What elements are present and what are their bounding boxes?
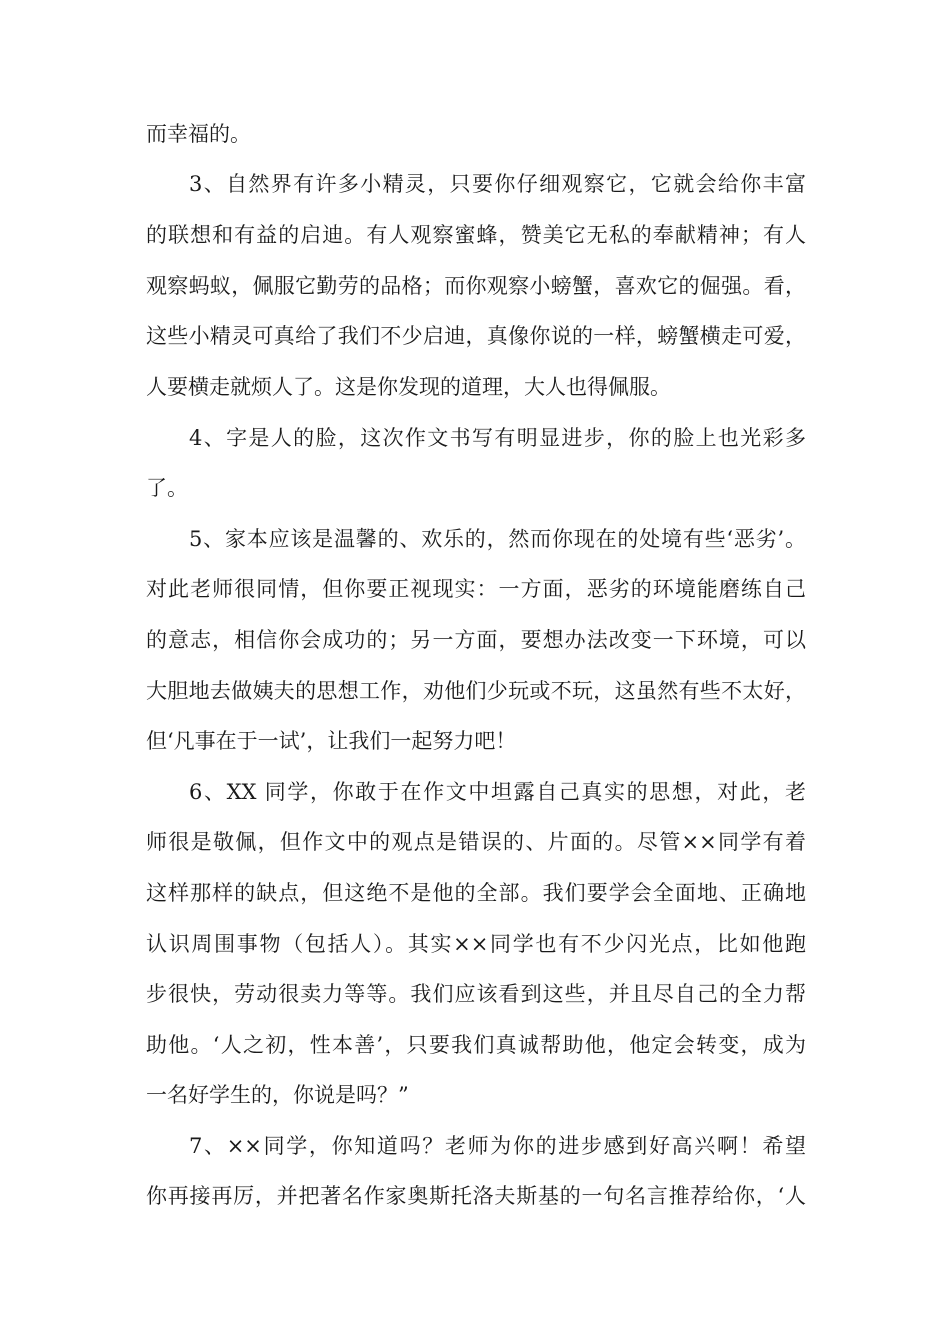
text-line: 了。 <box>146 476 188 500</box>
text-line: 对此老师很同情，但你要正视现实：一方面，恶劣的环境能磨练自己 <box>146 577 806 601</box>
text-line: 大胆地去做姨夫的思想工作，劝他们少玩或不玩，这虽然有些不太好， <box>146 679 806 703</box>
text-line: 这样那样的缺点，但这绝不是他的全部。我们要学会全面地、正确地 <box>146 881 806 905</box>
paragraph-4-line: 4、字是人的脸，这次作文书写有明显进步，你的脸上也光彩多 <box>189 426 806 450</box>
text-line: 师很是敬佩，但作文中的观点是错误的、片面的。尽管××同学有着 <box>146 830 806 854</box>
text-line: 步很快，劳动很卖力等等。我们应该看到这些，并且尽自己的全力帮 <box>146 982 806 1006</box>
paragraph-3-line: 3、自然界有许多小精灵，只要你仔细观察它，它就会给你丰富 <box>189 172 806 196</box>
text-line: 的联想和有益的启迪。有人观察蜜蜂，赞美它无私的奉献精神；有人 <box>146 223 806 247</box>
text-line: 认识周围事物（包括人）。其实××同学也有不少闪光点，比如他跑 <box>146 932 806 956</box>
paragraph-6-line: 6、XX 同学，你敢于在作文中坦露自己真实的思想，对此，老 <box>189 780 806 804</box>
paragraph-7-line: 7、××同学，你知道吗？老师为你的进步感到好高兴啊！希望 <box>189 1134 806 1158</box>
text-line: 但‘凡事在于一试’，让我们一起努力吧！ <box>146 729 517 753</box>
text-line: 助他。‘人之初，性本善’，只要我们真诚帮助他，他定会转变，成为 <box>146 1033 806 1057</box>
text-line: 你再接再厉，并把著名作家奥斯托洛夫斯基的一句名言推荐给你，‘人 <box>146 1184 806 1208</box>
text-line: 观察蚂蚁，佩服它勤劳的品格；而你观察小螃蟹，喜欢它的倔强。看， <box>146 274 806 298</box>
paragraph-5-line: 5、家本应该是温馨的、欢乐的，然而你现在的处境有些‘恶劣’。 <box>189 527 806 551</box>
text-line: 的意志，相信你会成功的；另一方面，要想办法改变一下环境，可以 <box>146 628 806 652</box>
text-line: 人要横走就烦人了。这是你发现的道理，大人也得佩服。 <box>146 375 671 399</box>
text-line: 而幸福的。 <box>146 122 251 146</box>
text-line: 这些小精灵可真给了我们不少启迪，真像你说的一样，螃蟹横走可爱， <box>146 324 806 348</box>
text-line: 一名好学生的，你说是吗？” <box>146 1083 409 1107</box>
